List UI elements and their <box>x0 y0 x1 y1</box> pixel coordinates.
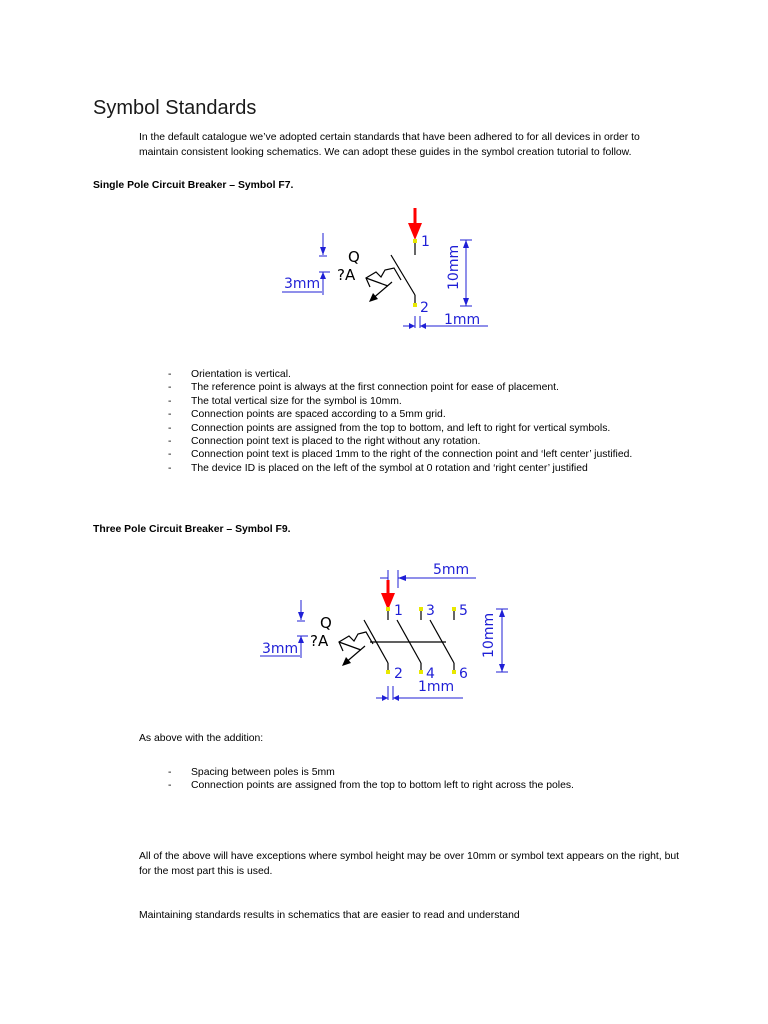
list-item: - The total vertical size for the symbol is 10mm. <box>168 395 632 408</box>
pin-6-label: 6 <box>459 666 468 682</box>
dim-10mm-label: 10mm <box>481 612 497 658</box>
f7-standards-list <box>168 368 632 475</box>
exceptions-paragraph: All of the above will have exceptions where symbol height may be over 10mm or symbol text appears on the right, but for the most part this is used. <box>139 851 680 877</box>
dim-1mm-label: 1mm <box>444 312 481 328</box>
pin-2-label: 2 <box>420 300 429 316</box>
dim-1mm-label: 1mm <box>418 679 455 695</box>
pin-3-label: 3 <box>426 603 435 619</box>
section-heading-f9: Three Pole Circuit Breaker – Symbol F9. <box>93 524 291 535</box>
device-id-q: Q <box>348 248 360 266</box>
pin-2-label: 2 <box>394 666 403 682</box>
device-id-q: Q <box>320 614 332 632</box>
dim-3mm-label: 3mm <box>262 641 299 657</box>
f9-standards-list <box>168 766 574 793</box>
intro-paragraph: In the default catalogue we’ve adopted certain standards that have been adhered to for all devices in order to maintain consistent looking schematics. We can adopt these guides in the symbol creation tutorial to follow. <box>139 132 640 158</box>
dim-10mm-label: 10mm <box>446 244 462 290</box>
list-item: - Connection points are assigned from the top to bottom left to right across the poles. <box>168 779 574 792</box>
list-item: - Orientation is vertical. <box>168 368 632 381</box>
device-id-a: ?A <box>310 632 329 650</box>
pin-1-label: 1 <box>394 603 403 619</box>
device-id-a: ?A <box>337 266 356 284</box>
list-item: - Connection point text is placed 1mm to the right of the connection point and ‘left center’ justified. <box>168 448 632 461</box>
page-title: Symbol Standards <box>93 97 257 119</box>
list-item: - The device ID is placed on the left of the symbol at 0 rotation and ‘right center’ justified <box>168 462 632 475</box>
section-heading-f7: Single Pole Circuit Breaker – Symbol F7. <box>93 180 294 191</box>
pin-5-label: 5 <box>459 603 468 619</box>
closing-paragraph: Maintaining standards results in schematics that are easier to read and understand <box>139 910 520 921</box>
single-pole-breaker-diagram <box>270 200 500 340</box>
addition-lead: As above with the addition: <box>139 733 264 744</box>
list-item: - Connection points are assigned from the top to bottom, and left to right for vertical symbols. <box>168 422 632 435</box>
pin-4-label: 4 <box>426 666 435 682</box>
list-item: - Connection point text is placed to the right without any rotation. <box>168 435 632 448</box>
dim-3mm-label: 3mm <box>284 276 321 292</box>
three-pole-breaker-diagram <box>258 558 518 708</box>
list-item: - Connection points are spaced according to a 5mm grid. <box>168 408 632 421</box>
list-item: - Spacing between poles is 5mm <box>168 766 574 779</box>
pin-1-label: 1 <box>421 234 430 250</box>
dim-5mm-label: 5mm <box>433 562 470 578</box>
list-item: - The reference point is always at the first connection point for ease of placement. <box>168 381 632 394</box>
